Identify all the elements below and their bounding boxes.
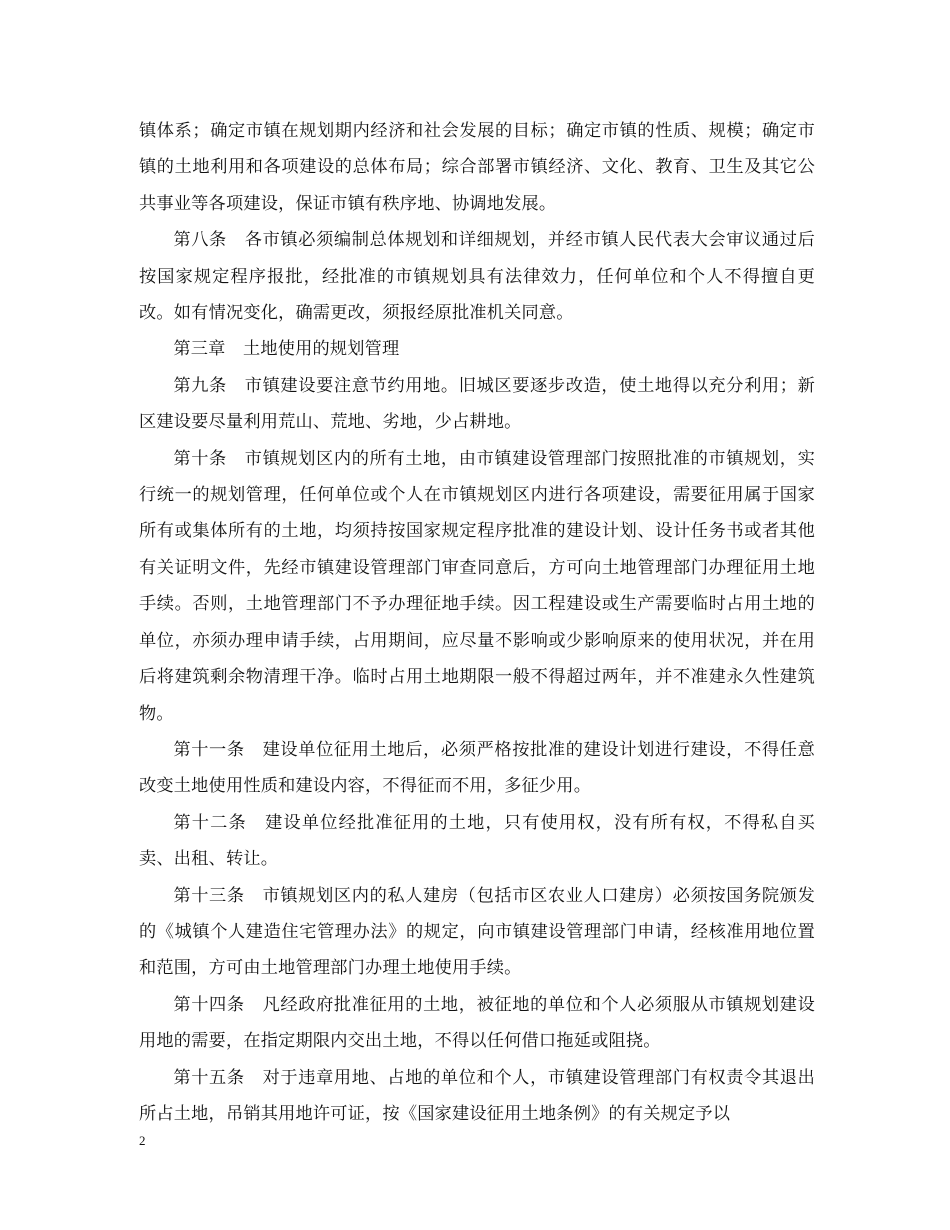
paragraph-article-9: 第九条 市镇建设要注意节约用地。旧城区要逐步改造，使土地得以充分利用；新区建设要尽量利用荒山、荒地、劣地，少占耕地。 — [139, 375, 815, 433]
paragraph-continuation: 镇体系；确定市镇在规划期内经济和社会发展的目标；确定市镇的性质、规模；确定市镇的土地利用和各项建设的总体布局；综合部署市镇经济、文化、教育、卫生及其它公共事业等各项建设，保证市镇有秩序地、协调地发展。 — [139, 121, 815, 214]
paragraph-article-11: 第十一条 建设单位征用土地后，必须严格按批准的建设计划进行建设，不得任意改变土地使用性质和建设内容，不得征而不用，多征少用。 — [139, 739, 815, 797]
chapter-heading-3: 第三章 土地使用的规划管理 — [173, 339, 400, 360]
paragraph-article-15: 第十五条 对于违章用地、占地的单位和个人，市镇建设管理部门有权责令其退出所占土地，吊销其用地许可证，按《国家建设征用土地条例》的有关规定予以 — [139, 1067, 815, 1124]
paragraph-article-10: 第十条 市镇规划区内的所有土地，由市镇建设管理部门按照批准的市镇规划，实行统一的规划管理，任何单位或个人在市镇规划区内进行各项建设，需要征用属于国家所有或集体所有的土地，均须持按国家规定程序批准的建设计划、设计任务书或者其他有关证明文件，先经市镇建设管理部门审查同意后，方可向土地管理部门办理征用土地手续。否则，土地管理部门不予办理征地手续。因工程建设或生产需要临时占用土地的单位，亦须办理申请手续，占用期间，应尽量不影响或少影响原来的使用状况，并在用后将建筑剩余物清理干净。临时占用土地期限一般不得超过两年，并不准建永久性建筑物。 — [139, 448, 815, 724]
paragraph-article-14: 第十四条 凡经政府批准征用的土地，被征地的单位和个人必须服从市镇规划建设用地的需要，在指定期限内交出土地，不得以任何借口拖延或阻挠。 — [139, 994, 815, 1052]
paragraph-article-13: 第十三条 市镇规划区内的私人建房（包括市区农业人口建房）必须按国务院颁发的《城镇个人建造住宅管理办法》的规定，向市镇建设管理部门申请，经核准用地位置和范围，方可由土地管理部门办理土地使用手续。 — [139, 885, 815, 979]
page-number: 2 — [139, 1133, 146, 1148]
paragraph-article-12: 第十二条 建设单位经批准征用的土地，只有使用权，没有所有权，不得私自买卖、出租、转让。 — [139, 812, 815, 870]
document-body — [139, 113, 815, 1132]
paragraph-article-8: 第八条 各市镇必须编制总体规划和详细规划，并经市镇人民代表大会审议通过后按国家规定程序报批，经批准的市镇规划具有法律效力，任何单位和个人不得擅自更改。如有情况变化，确需更改，须报经原批准机关同意。 — [139, 230, 815, 324]
